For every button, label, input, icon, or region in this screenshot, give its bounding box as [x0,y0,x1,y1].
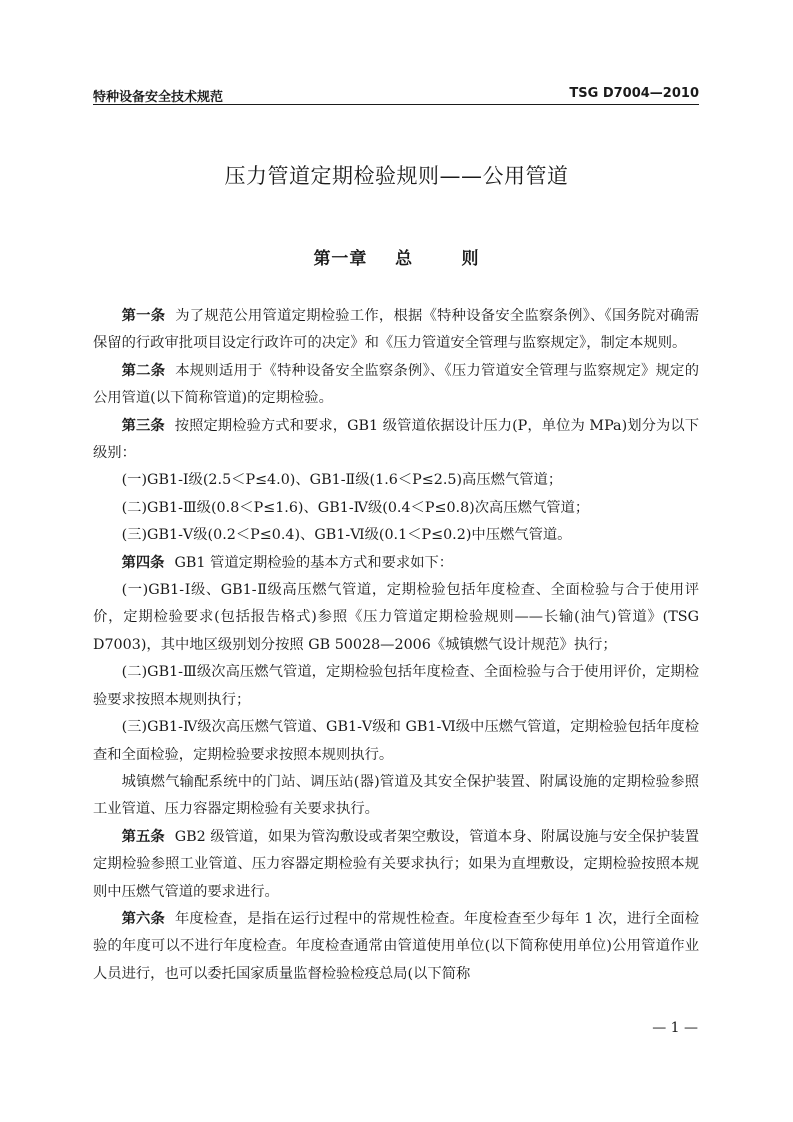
paragraph-text: (三)GB1-Ⅴ级(0.2＜P≤0.4)、GB1-Ⅵ级(0.1＜P≤0.2)中压燃气管道。 [121,527,572,544]
chapter-title: 第一章 总 则 [313,249,480,269]
paragraph-text: 按照定期检验方式和要求，GB1 级管道依据设计压力(P，单位为 MPa)划分为以下级别： [93,417,699,462]
article-label: 第四条 [121,554,165,571]
paragraph [93,413,699,468]
paragraph-text: GB1 管道定期检验的基本方式和要求如下： [174,554,454,571]
paragraph [93,522,699,549]
paragraph [93,303,699,358]
article-label: 第六条 [121,910,165,927]
article-label: 第三条 [121,417,165,434]
paragraph-text: 年度检查，是指在运行过程中的常规性检查。年度检查至少每年 1 次，进行全面检验的年度可以不进行年度检查。年度检查通常由管道使用单位(以下简称使用单位)公用管道作业人员进行，也可以委托国家质量监督检验检疫总局(以下简称 [93,910,700,982]
paragraph-text: 为了规范公用管道定期检验工作，根据《特种设备安全监察条例》、《国务院对确需保留的行政审批项目设定行政许可的决定》和《压力管道安全管理与监察规定》，制定本规则。 [93,308,700,352]
paragraph-text: GB2 级管道，如果为管沟敷设或者架空敷设，管道本身、附属设施与安全保护装置定期检验参照工业管道、压力容器定期检验有关要求执行；如果为直埋敷设，定期检验按照本规则中压燃气管道的要求进行。 [93,828,699,900]
article-label: 第一条 [121,308,166,324]
page-number: — 1 — [652,1020,698,1036]
paragraph [93,659,699,714]
paragraph [93,906,699,988]
header-spec-name: 特种设备安全技术规范 [93,90,224,105]
paragraph-text: (一)GB1-Ⅰ级(2.5＜P≤4.0)、GB1-Ⅱ级(1.6＜P≤2.5)高压燃气管道； [121,472,563,489]
paragraph-text: (一)GB1-Ⅰ级、GB1-Ⅱ级高压燃气管道，定期检验包括年度检查、全面检验与合于使用评价，定期检验要求(包括报告格式)参照《压力管道定期检验规则——长输(油气)管道》(TSG D7003)，其中地区级别划分按照 GB 50028—2006《城镇燃气设计规范》执行； [93,582,699,653]
paragraph-text: 城镇燃气输配系统中的门站、调压站(器)管道及其安全保护装置、附属设施的定期检验参照工业管道、压力容器定期检验有关要求执行。 [93,773,699,818]
paragraph [93,769,699,824]
body-text [93,303,699,988]
paragraph [93,550,699,577]
paragraph-text: 本规则适用于《特种设备安全监察条例》、《压力管道安全管理与监察规定》规定的公用管道(以下简称管道)的定期检验。 [93,362,700,407]
paragraph [93,577,699,659]
paragraph-text: (三)GB1-Ⅳ级次高压燃气管道、GB1-Ⅴ级和 GB1-Ⅵ级中压燃气管道，定期检验包括年度检查和全面检验，定期检验要求按照本规则执行。 [93,719,699,763]
paragraph [93,824,699,906]
article-label: 第五条 [121,828,165,845]
article-label: 第二条 [121,362,166,379]
document-title: 压力管道定期检验规则——公用管道 [224,164,569,188]
paragraph [93,358,699,413]
header-spec-code: TSG D7004—2010 [569,86,699,101]
paragraph-text: (二)GB1-Ⅲ级次高压燃气管道，定期检验包括年度检查、全面检验与合于使用评价，定期检验要求按照本规则执行； [93,664,699,708]
paragraph [93,495,699,522]
paragraph [93,714,699,769]
running-header [93,84,699,105]
paragraph-text: (二)GB1-Ⅲ级(0.8＜P≤1.6)、GB1-Ⅳ级(0.4＜P≤0.8)次高压燃气管道； [121,499,590,516]
paragraph [93,467,699,494]
